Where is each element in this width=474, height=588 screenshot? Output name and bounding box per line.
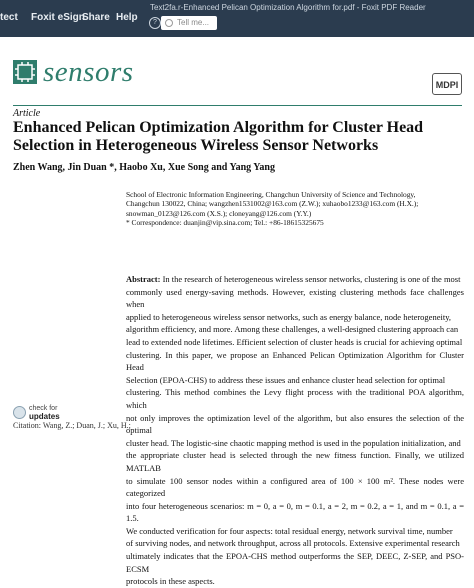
affiliation-block [126,190,466,228]
affiliation-line: snowman_0123@126.com (X.S.); cloneyang@126.com (Y.Y.) [126,208,312,218]
affiliation-line: School of Electronic Information Engineering, Changchun University of Science and Technology, [126,190,416,199]
abstract-label: Abstract: [126,274,161,284]
journal-logo-icon [13,60,37,84]
lightbulb-icon[interactable]: ? [149,17,161,29]
abstract-line: applied to heterogeneous wireless sensor networks, such as energy balance, node heterogeneity, [126,311,452,322]
abstract-line: lead to extended node lifetimes. Efficient selection of cluster heads is crucial for achieving optimal [126,336,463,347]
correspondence-line: * Correspondence: duanjin@vip.sina.com; Tel.: +86-18615325675 [126,218,324,228]
abstract-line: clustering. In this paper, we propose an Enhanced Pelican Optimization Algorithm for Cluster Head [126,349,464,373]
tell-me-placeholder: Tell me... [177,18,210,27]
check-for-updates-badge[interactable] [13,405,63,435]
abstract-line: Selection (EPOA-CHS) to address these issues and enhance cluster head selection for optimal [126,374,446,385]
abstract-line: the appropriate cluster head is selected through the new fitness function. Finally, we utilized MATLAB [126,450,464,473]
tab-share[interactable]: Share [82,12,110,23]
affiliation-line: Changchun 130022, China; wangzhen1531002@163.com (Z.W.); xuhaobo1233@163.com (H.X.); [126,199,419,209]
abstract-line: In the research of heterogeneous wireless sensor networks, clustering is one of the most [162,274,461,284]
window-title: Text2fa.r-Enhanced Pelican Optimization Algorithm for.pdf - Foxit PDF Reader [150,3,426,12]
abstract-line: cluster head. The logistic-sine chaotic mapping method is used in the population initialization, and [126,437,461,448]
pdf-page [0,37,474,587]
abstract-line: to simulate 100 sensor nodes within a configured area of 100 × 100 m². These nodes were categorized [126,475,464,499]
abstract-line: ultimately indicates that the EPOA-CHS method outperforms the SEP, DEEC, Z-SEP, and PSO-ECSM [126,551,464,574]
app-toolbar [0,0,474,37]
check-for-text: check for [29,405,58,412]
refresh-icon [13,406,26,419]
abstract-block [126,273,464,588]
tab-foxit-esign[interactable]: Foxit eSign [31,12,85,23]
search-icon [165,19,173,27]
abstract-line: algorithm efficiency, and more. Among these challenges, a well-designed clustering approach can [126,324,459,335]
abstract-line: commonly used energy-saving methods. However, existing clustering methods face challenges when [126,286,464,310]
publisher-logo: MDPI [432,73,462,95]
abstract-line: protocols in these aspects. [126,576,215,587]
abstract-line: into four heterogeneous scenarios: m = 0, a = 0, m = 0.1, a = 2, m = 0.2, a = 1, and m = 0.1, a = 1.5. [126,500,464,524]
abstract-line: not only improves the optimization level of the algorithm, but also ensures the selection of the optimal [126,412,464,436]
abstract-line: We conducted verification for four aspects: total residual energy, network survival time, number [126,525,453,536]
paper-authors: Zhen Wang, Jin Duan *, Haobo Xu, Xue Song and Yang Yang [13,162,275,173]
paper-title: Enhanced Pelican Optimization Algorithm for Cluster Head Selection in Heterogeneous Wireless Sensor Networks [13,119,424,154]
updates-text: updates [29,412,60,421]
journal-name: sensors [43,56,134,88]
tell-me-search-input[interactable] [161,16,217,30]
abstract-line: of surviving nodes, and network throughput, across all protocols. Extensive experimental research [126,538,460,549]
tab-help[interactable]: Help [116,12,138,23]
citation-line: Citation: Wang, Z.; Duan, J.; Xu, H.; [13,421,131,430]
tab-protect[interactable]: tect [0,12,18,23]
abstract-line: clustering. This method combines the Levy flight process with the traditional POA algorithm, which [126,387,464,410]
header-divider [13,105,462,106]
article-type: Article [13,108,41,119]
